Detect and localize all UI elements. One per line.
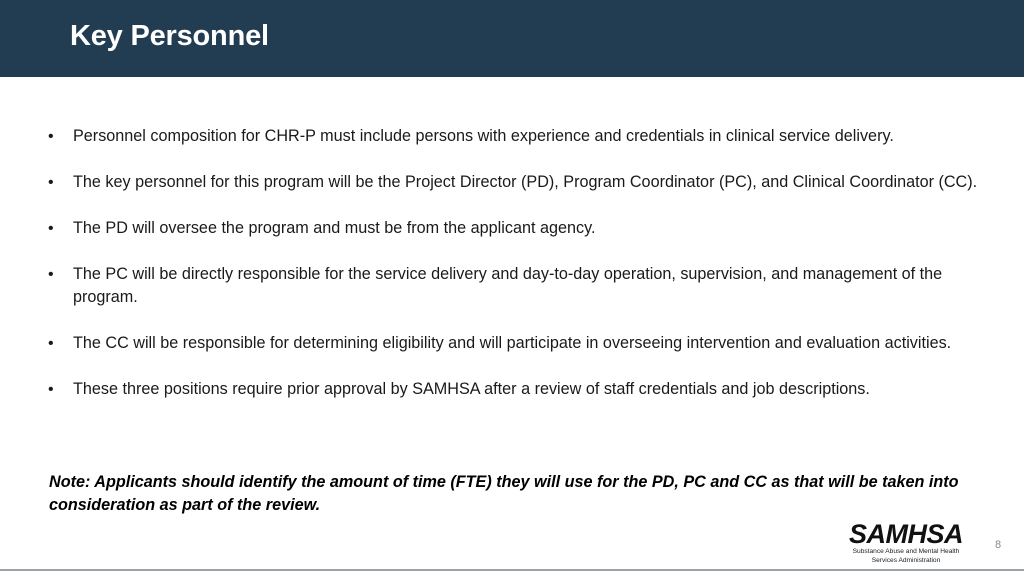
bullet-dot-icon: • bbox=[48, 174, 54, 191]
bottom-divider bbox=[0, 569, 1024, 571]
logo-wordmark: SAMHSA bbox=[848, 519, 963, 549]
bullet-dot-icon: • bbox=[48, 128, 54, 145]
header-bar bbox=[0, 0, 1024, 77]
note-text: Note: Applicants should identify the amount of time (FTE) they will use for the PD, PC and CC as that will be taken into consideration as part of the review. bbox=[49, 473, 959, 514]
bullet-item bbox=[48, 378, 988, 401]
logo-subtitle-line2: Services Administration bbox=[871, 557, 941, 564]
bullet-item bbox=[48, 332, 988, 355]
bullet-text: These three positions require prior approval by SAMHSA after a review of staff credentials and job descriptions. bbox=[73, 380, 870, 398]
bullet-item bbox=[48, 263, 988, 309]
bullet-text: The PD will oversee the program and must be from the applicant agency. bbox=[73, 219, 596, 237]
slide-title: Key Personnel bbox=[70, 20, 269, 52]
bullet-text: The key personnel for this program will be the Project Director (PD), Program Coordinator (PC), and Clinical Coordinator (CC). bbox=[73, 173, 978, 191]
bullet-text: The CC will be responsible for determining eligibility and will participate in overseeing intervention and evaluation activities. bbox=[73, 334, 952, 352]
bullet-dot-icon: • bbox=[48, 266, 54, 283]
bullet-dot-icon: • bbox=[48, 335, 54, 352]
bullet-item bbox=[48, 171, 988, 194]
bullet-item bbox=[48, 125, 988, 148]
bullet-item bbox=[48, 217, 988, 240]
bullet-list bbox=[48, 125, 988, 424]
bullet-text: Personnel composition for CHR-P must include persons with experience and credentials in clinical service delivery. bbox=[73, 127, 894, 145]
samhsa-logo bbox=[843, 521, 969, 567]
logo-subtitle-line1: Substance Abuse and Mental Health bbox=[852, 548, 960, 555]
bullet-dot-icon: • bbox=[48, 220, 54, 237]
bullet-dot-icon: • bbox=[48, 381, 54, 398]
page-number: 8 bbox=[995, 539, 1002, 551]
bullet-text: The PC will be directly responsible for the service delivery and day-to-day operation, supervision, and management of the program. bbox=[73, 265, 943, 306]
